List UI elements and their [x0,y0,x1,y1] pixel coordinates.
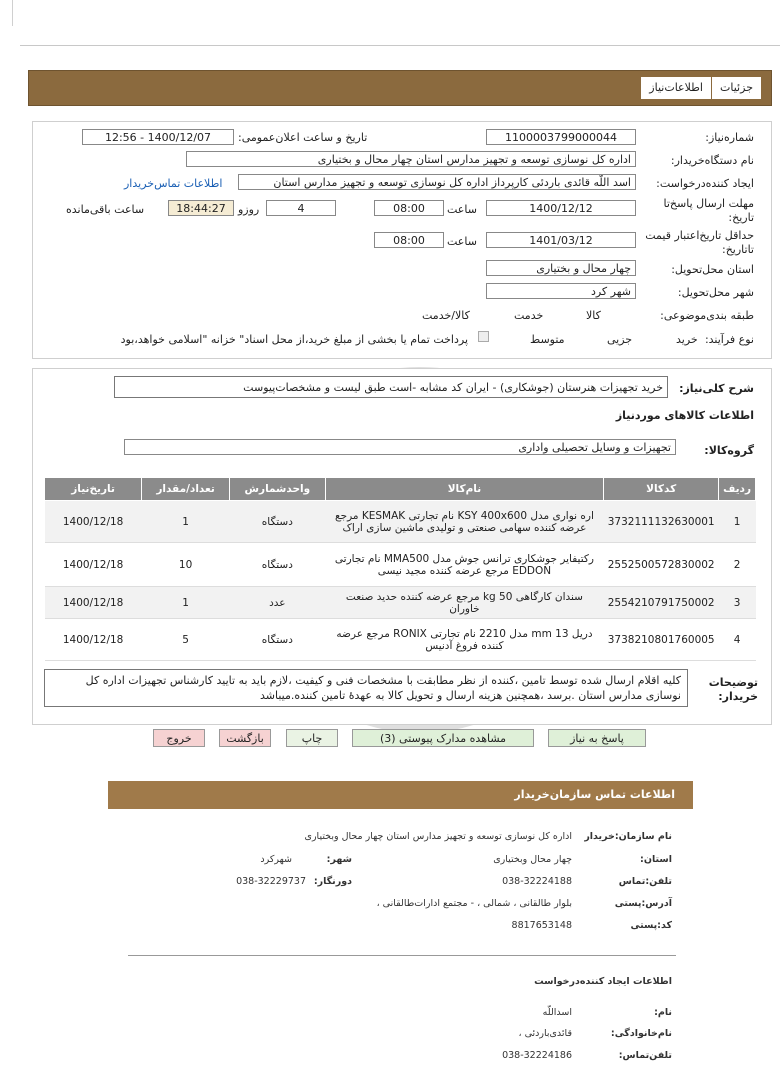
table-row [45,619,756,661]
proc-partial-label: جزیی [607,333,633,346]
cell-code: 3738210801760005 [604,619,719,661]
creator-family-label: نام‌خانوادگی: [610,1028,672,1039]
city-field: شهر کرد [486,283,636,299]
province-label: استان محل‌تحویل: [671,263,754,276]
contact-postal-label: کد:پستی [630,920,672,931]
days-field: 4 [266,200,336,216]
process-label: نوع فرآیند: [704,333,754,346]
notes-field: کلیه اقلام ارسال شده توسط تامین ،کننده از نظر مطابقت با مشخصات فنی و کیفیت ،لازم باید به تایید کارشناس تجهیزات اداره کل نوسازی مدارس استان .برسد ،همچنین هزینه ارسال و تحویل کالا به عهدهٔ تامین کننده.میباشد [44,669,688,707]
announce-field: 1400/12/07 - 12:56 [82,129,234,145]
col-header-date: تاریخ‌نیاز [45,478,142,501]
attachments-button[interactable]: مشاهده مدارک پیوستی (3) [352,729,534,747]
contact-province-value: چهار محال وبختیاری [493,854,572,865]
cell-name: سندان کارگاهی 50 kg مرجع عرضه کننده حدید صنعت خاوران [325,587,604,619]
contact-city-label: شهر: [326,854,352,865]
payment-checkbox[interactable] [478,331,489,342]
cell-code: 2552500572830002 [604,543,719,587]
need-no-field: 1100003799000044 [486,129,636,145]
col-header-row: ردیف [719,478,756,501]
buyer-contact-link[interactable]: اطلاعات تماس‌خریدار [124,177,223,190]
contact-fax-value: 038-32229737 [236,876,306,887]
group-label: گروه‌کالا: [704,444,754,457]
validity-label: حداقل تاریخ‌اعتبار قیمت تا‌تاریخ: [645,229,754,256]
group-field: تجهیزات و وسایل تحصیلی واداری [124,439,676,455]
category-label: طبقه بندی‌موضوعی: [660,309,754,322]
tab-need-info[interactable]: اطلاعات‌نیاز [641,77,711,99]
contact-org-label: نام سازمان:خریدار [584,831,672,842]
deadline-label: مهلت ارسال پاسخ‌تا تاریخ: [663,197,754,224]
proc-medium-label: متوسط [530,333,565,346]
cat-goods-label: کالا [586,309,601,322]
payment-note: پرداخت تمام یا بخشی از مبلغ خرید،از محل اسناد" خزانه "اسلامی خواهد،بود [120,333,468,346]
creator-family-value: قائدی‌باردئی ، [518,1028,572,1039]
cell-unit: دستگاه [230,619,326,661]
table-row [45,501,756,543]
validity-time-label: ساعت [447,235,477,248]
cell-code: 2554210791750002 [604,587,719,619]
cell-row: 2 [719,543,756,587]
table-row [45,543,756,587]
cell-unit: دستگاه [230,543,326,587]
col-header-code: کدکالا [604,478,719,501]
goods-table [44,477,756,661]
contact-address-value: بلوار طالقانی ، شمالی ، - مجتمع ادارات‌طالقانی ، [376,898,572,909]
creator-info-title: اطلاعات ایجاد کننده‌درخواست [534,976,672,987]
notes-label: توضیحات خریدار: [708,676,758,703]
creator-field: اسد اللّه قائدی باردئی کارپرداز اداره کل نوسازی توسعه و تجهیز مدارس استان [238,174,636,190]
cell-unit: عدد [230,587,326,619]
proc-buy-label: خرید [676,333,698,346]
cell-date: 1400/12/18 [45,587,142,619]
buyer-org-label: نام دستگاه‌خریدار: [670,154,754,167]
cell-name: رکتیفایر جوشکاری ترانس جوش مدل MMA500 نام تجارتی EDDON مرجع عرضه کننده مجید نیسی [325,543,604,587]
contact-phone-value: 038-32224188 [502,876,572,887]
contact-address-label: آدرس:پستی [614,898,672,909]
table-row [45,587,756,619]
print-button[interactable]: چاپ [286,729,338,747]
contact-header [108,781,693,809]
buyer-org-field: اداره کل نوسازی توسعه و تجهیز مدارس استان چهار محال و بختیاری [186,151,636,167]
contact-province-label: استان: [640,854,672,865]
contact-fax-label: دورنگار: [313,876,352,887]
col-header-unit: واحدشمارش [230,478,326,501]
left-edge-line [12,0,13,26]
cell-unit: دستگاه [230,501,326,543]
cell-name: دریل 13 mm مدل 2210 نام تجارتی RONIX مرجع عرضه کننده فروغ آدنیس [325,619,604,661]
reply-button[interactable]: پاسخ به نیاز [548,729,646,747]
announce-label: تاریخ و ساعت اعلان‌عمومی: [238,131,368,144]
cell-code: 3732111132630001 [604,501,719,543]
contact-divider [128,955,676,956]
cell-qty: 10 [142,543,230,587]
cell-date: 1400/12/18 [45,501,142,543]
cat-service-label: خدمت [514,309,544,322]
page-header-bar [28,70,772,106]
summary-field: خرید تجهیزات هنرستان (جوشکاری) - ایران کد مشابه -است طبق لیست و مشخصات‌پیوست [114,376,668,398]
contact-postal-value: 8817653148 [511,920,572,931]
cell-qty: 5 [142,619,230,661]
cell-name: اره نواری مدل KSY 400x600 نام تجارتی KESMAK مرجع عرضه کننده سهامی صنعتی و تولیدی ماشین سازی اراک [325,501,604,543]
need-no-label: شماره‌نیاز: [705,131,754,144]
summary-label: شرح کلی‌نیاز: [679,382,754,395]
deadline-time-label: ساعت [447,203,477,216]
deadline-date-field: 1400/12/12 [486,200,636,216]
cell-row: 4 [719,619,756,661]
cell-qty: 1 [142,501,230,543]
back-button[interactable]: بازگشت [219,729,271,747]
validity-date-field: 1401/03/12 [486,232,636,248]
creator-name-value: اسداللّه [542,1007,572,1018]
cell-row: 3 [719,587,756,619]
deadline-time-field: 08:00 [374,200,444,216]
creator-label: ایجاد کننده‌درخواست: [656,177,754,190]
col-header-qty: تعداد/مقدار [142,478,230,501]
remaining-label: ساعت باقی‌مانده [66,203,145,216]
cell-date: 1400/12/18 [45,619,142,661]
remaining-time-field: 18:44:27 [168,200,234,216]
city-label: شهر محل‌تحویل: [677,286,754,299]
contact-title: اطلاعات تماس سازمان‌خریدار [514,788,675,801]
creator-name-label: نام: [654,1007,672,1018]
contact-phone-label: تلفن:تماس [618,876,672,887]
creator-phone-label: تلفن‌تماس: [618,1050,672,1061]
cell-qty: 1 [142,587,230,619]
col-header-name: نام‌کالا [325,478,604,501]
contact-org-value: اداره کل نوسازی توسعه و تجهیز مدارس استان چهار محال وبختیاری [304,831,572,842]
cat-both-label: کالا/خدمت [422,309,470,322]
validity-time-field: 08:00 [374,232,444,248]
province-field: چهار محال و بختیاری [486,260,636,276]
tab-details[interactable]: جزئیات [712,77,761,99]
contact-city-value: شهرکرد [260,854,292,865]
goods-info-title: اطلاعات کالاهای موردنیاز [615,409,754,422]
creator-phone-value: 038-32224186 [502,1050,572,1061]
cell-row: 1 [719,501,756,543]
cell-date: 1400/12/18 [45,543,142,587]
top-divider [20,45,780,46]
exit-button[interactable]: خروج [153,729,205,747]
days-label: روزو [238,203,260,216]
